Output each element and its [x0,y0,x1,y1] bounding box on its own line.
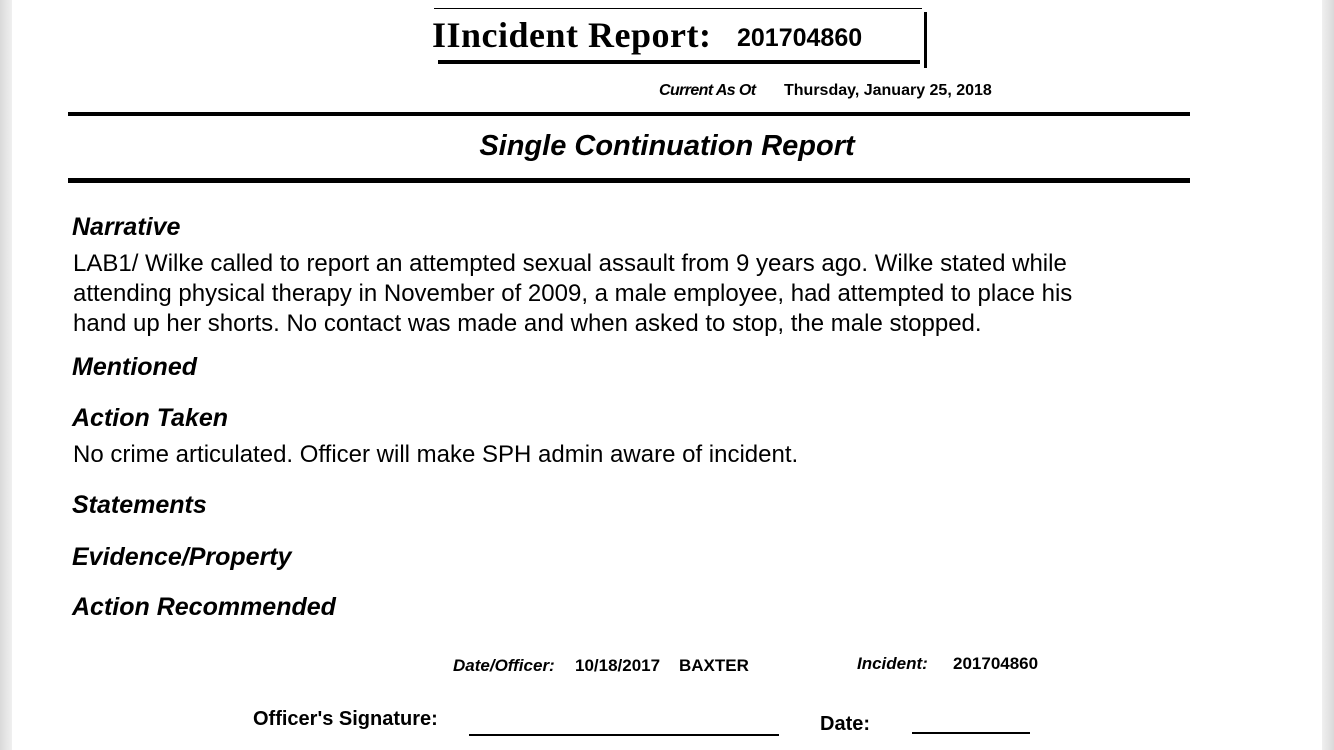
action-recommended-heading: Action Recommended [72,593,336,621]
statements-heading: Statements [72,491,207,519]
page-margin-right [1322,0,1334,750]
title-box-right-edge [924,12,927,68]
action-taken-text: No crime articulated. Officer will make SPH admin aware of incident. [73,441,799,468]
footer-date: 10/18/2017 [575,656,661,675]
action-taken-heading: Action Taken [72,404,229,432]
header-rule-top [68,112,1190,116]
footer-officer: BAXTER [679,656,749,675]
narrative-heading: Narrative [72,213,181,241]
page-margin-left [0,0,12,750]
footer-incident-label: Incident: [857,654,928,673]
mentioned-heading: Mentioned [72,353,197,381]
signature-date-label: Date: [820,713,871,735]
narrative-line-3: hand up her shorts. No contact was made and when asked to stop, the male stopped. [73,310,982,337]
signature-date-line [912,732,1030,734]
date-officer-label: Date/Officer: [453,656,555,675]
officer-signature-label: Officer's Signature: [253,708,438,730]
evidence-property-heading: Evidence/Property [72,543,292,571]
narrative-line-2: attending physical therapy in November of 2009, a male employee, had attempted to place his [73,280,1073,307]
footer-incident-number: 201704860 [953,654,1039,673]
current-as-of-date: Thursday, January 25, 2018 [784,82,992,99]
report-type-heading: Single Continuation Report [479,130,855,162]
report-title: IIncident Report: [432,15,712,55]
officer-signature-line [469,734,779,736]
current-as-of-label: Current As Ot [659,82,756,99]
document-page [12,0,1322,750]
narrative-line-1: LAB1/ Wilke called to report an attempted sexual assault from 9 years ago. Wilke stated while [73,250,1067,277]
header-rule-bottom [68,178,1190,183]
title-box-underline [438,60,920,64]
report-incident-number: 201704860 [737,24,863,52]
